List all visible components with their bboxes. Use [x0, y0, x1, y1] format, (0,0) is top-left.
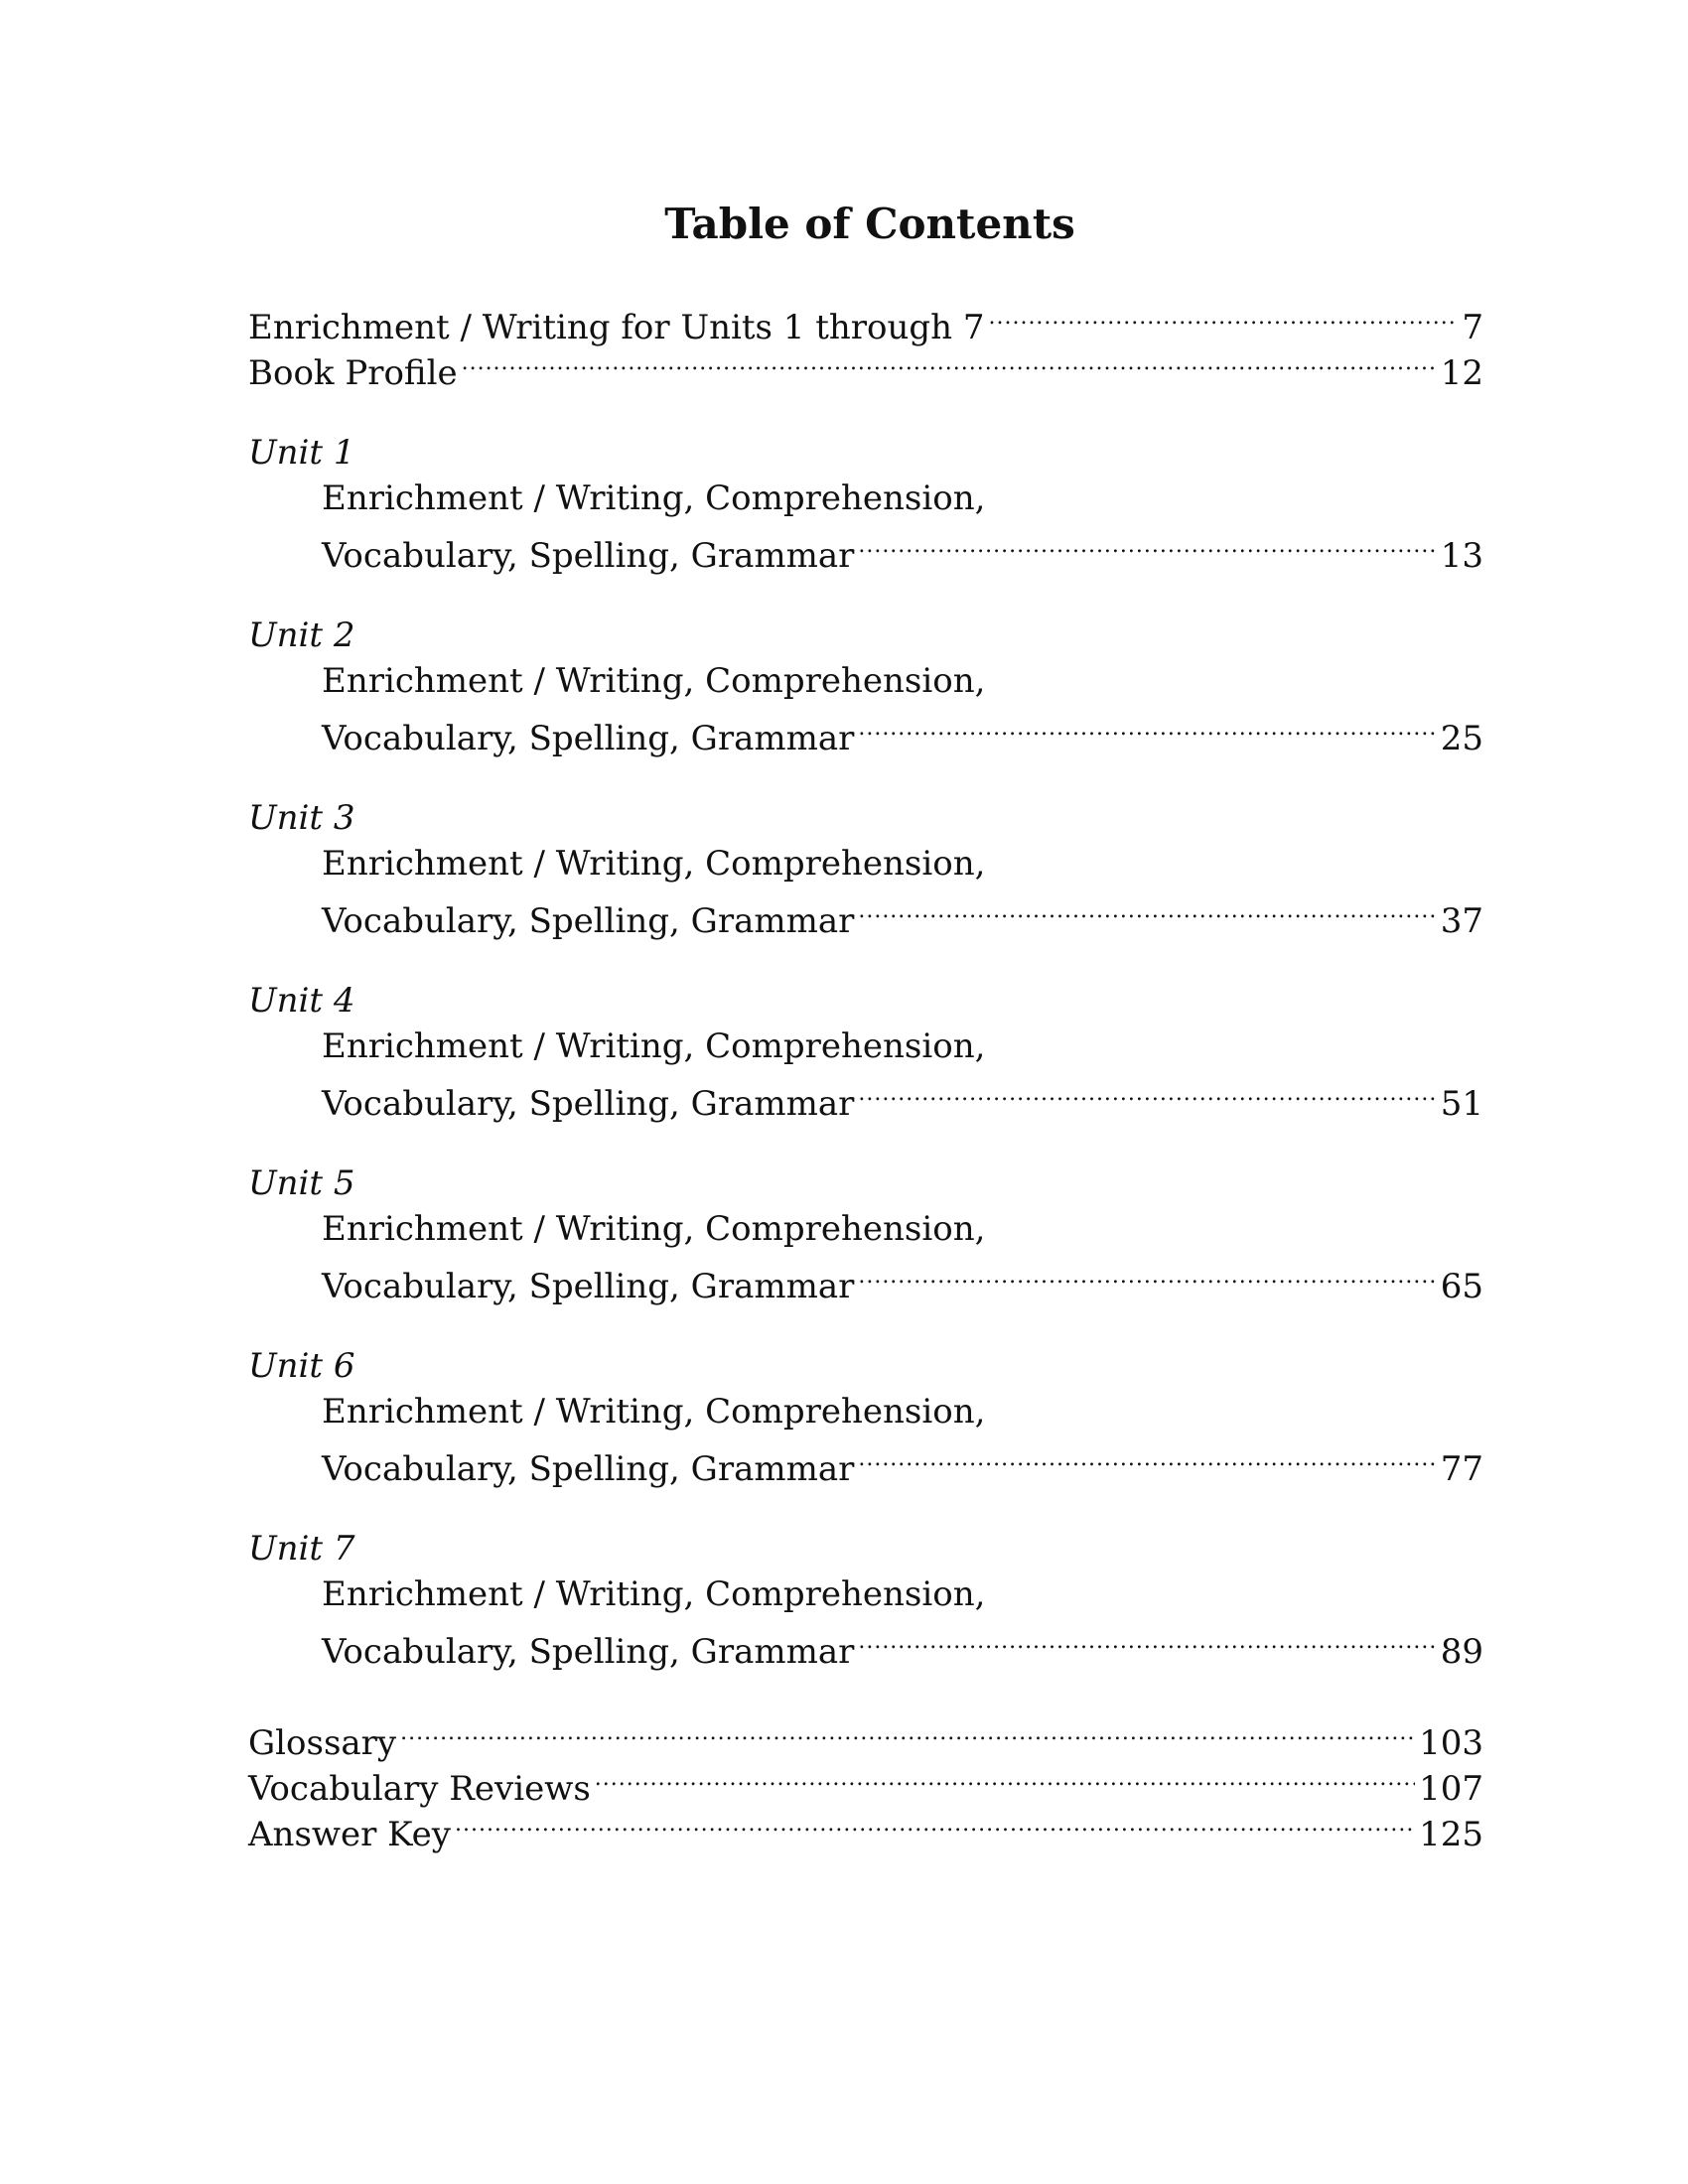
toc-entry-page: 12	[1440, 353, 1483, 393]
toc-entry-glossary	[248, 1708, 1483, 1763]
unit-entry	[248, 521, 1483, 576]
dot-leader	[595, 1754, 1415, 1800]
dot-leader	[858, 704, 1436, 750]
toc-entry-label: Glossary	[248, 1723, 397, 1763]
toc-entry-page: 51	[1440, 1084, 1483, 1124]
toc-entry-label: Vocabulary Reviews	[248, 1769, 591, 1809]
dot-leader	[858, 521, 1436, 567]
toc-unit-3	[248, 795, 1483, 941]
toc-entry-page: 125	[1419, 1815, 1483, 1854]
toc-entry-vocabulary-reviews	[248, 1754, 1483, 1809]
toc-unit-7	[248, 1526, 1483, 1672]
dot-leader	[858, 1617, 1436, 1663]
toc-entry-page: 65	[1440, 1267, 1483, 1306]
unit-heading: Unit 3	[248, 798, 355, 838]
toc-entry-label: Vocabulary, Spelling, Grammar	[322, 901, 855, 941]
toc-unit-1	[248, 430, 1483, 576]
toc-entry-page: 13	[1440, 536, 1483, 576]
unit-description-line: Enrichment / Writing, Comprehension,	[322, 1209, 986, 1249]
dot-leader	[989, 293, 1459, 339]
unit-entry	[248, 1069, 1483, 1124]
dot-leader	[462, 339, 1437, 384]
page-title: Table of Contents	[664, 200, 1075, 248]
toc-unit-2	[248, 613, 1483, 758]
toc-entry-enrichment-writing	[248, 293, 1483, 347]
dot-leader	[858, 1434, 1436, 1480]
toc-entry-label: Vocabulary, Spelling, Grammar	[322, 1084, 855, 1124]
unit-heading: Unit 5	[248, 1163, 355, 1203]
unit-entry	[248, 1434, 1483, 1489]
toc-entry-page: 77	[1440, 1449, 1483, 1489]
unit-heading: Unit 7	[248, 1529, 355, 1569]
dot-leader	[858, 1252, 1436, 1297]
toc-entry-label: Vocabulary, Spelling, Grammar	[322, 1267, 855, 1306]
unit-heading: Unit 6	[248, 1346, 355, 1386]
unit-heading: Unit 4	[248, 981, 355, 1021]
unit-heading: Unit 1	[248, 433, 355, 473]
toc-front-matter	[248, 293, 1483, 393]
unit-description-line: Enrichment / Writing, Comprehension,	[322, 661, 986, 701]
toc-entry-label: Vocabulary, Spelling, Grammar	[322, 1449, 855, 1489]
dot-leader	[858, 1069, 1436, 1115]
unit-entry	[248, 1252, 1483, 1306]
dot-leader	[400, 1708, 1415, 1754]
toc-entry-label: Answer Key	[248, 1815, 451, 1854]
toc-entry-label: Vocabulary, Spelling, Grammar	[322, 1632, 855, 1672]
toc-entry-page: 37	[1440, 901, 1483, 941]
unit-description-line: Enrichment / Writing, Comprehension,	[322, 478, 986, 518]
dot-leader	[858, 887, 1436, 932]
dot-leader	[455, 1800, 1415, 1845]
unit-description-line: Enrichment / Writing, Comprehension,	[322, 1026, 986, 1066]
toc-entry-label: Enrichment / Writing for Units 1 through 7	[248, 308, 985, 347]
toc-unit-5	[248, 1160, 1483, 1306]
unit-entry	[248, 1617, 1483, 1672]
table-of-contents	[248, 293, 1483, 1854]
toc-entry-page: 107	[1419, 1769, 1483, 1809]
toc-entry-page: 89	[1440, 1632, 1483, 1672]
toc-entry-label: Vocabulary, Spelling, Grammar	[322, 719, 855, 758]
unit-entry	[248, 704, 1483, 758]
toc-entry-page: 25	[1440, 719, 1483, 758]
toc-entry-page: 7	[1462, 308, 1483, 347]
unit-description-line: Enrichment / Writing, Comprehension,	[322, 1574, 986, 1614]
toc-entry-page: 103	[1419, 1723, 1483, 1763]
toc-entry-label: Vocabulary, Spelling, Grammar	[322, 536, 855, 576]
unit-entry	[248, 887, 1483, 941]
unit-heading: Unit 2	[248, 615, 355, 655]
toc-unit-4	[248, 978, 1483, 1124]
toc-unit-6	[248, 1343, 1483, 1489]
unit-description-line: Enrichment / Writing, Comprehension,	[322, 844, 986, 884]
unit-description-line: Enrichment / Writing, Comprehension,	[322, 1392, 986, 1432]
toc-entry-label: Book Profile	[248, 353, 458, 393]
toc-back-matter	[248, 1708, 1483, 1854]
